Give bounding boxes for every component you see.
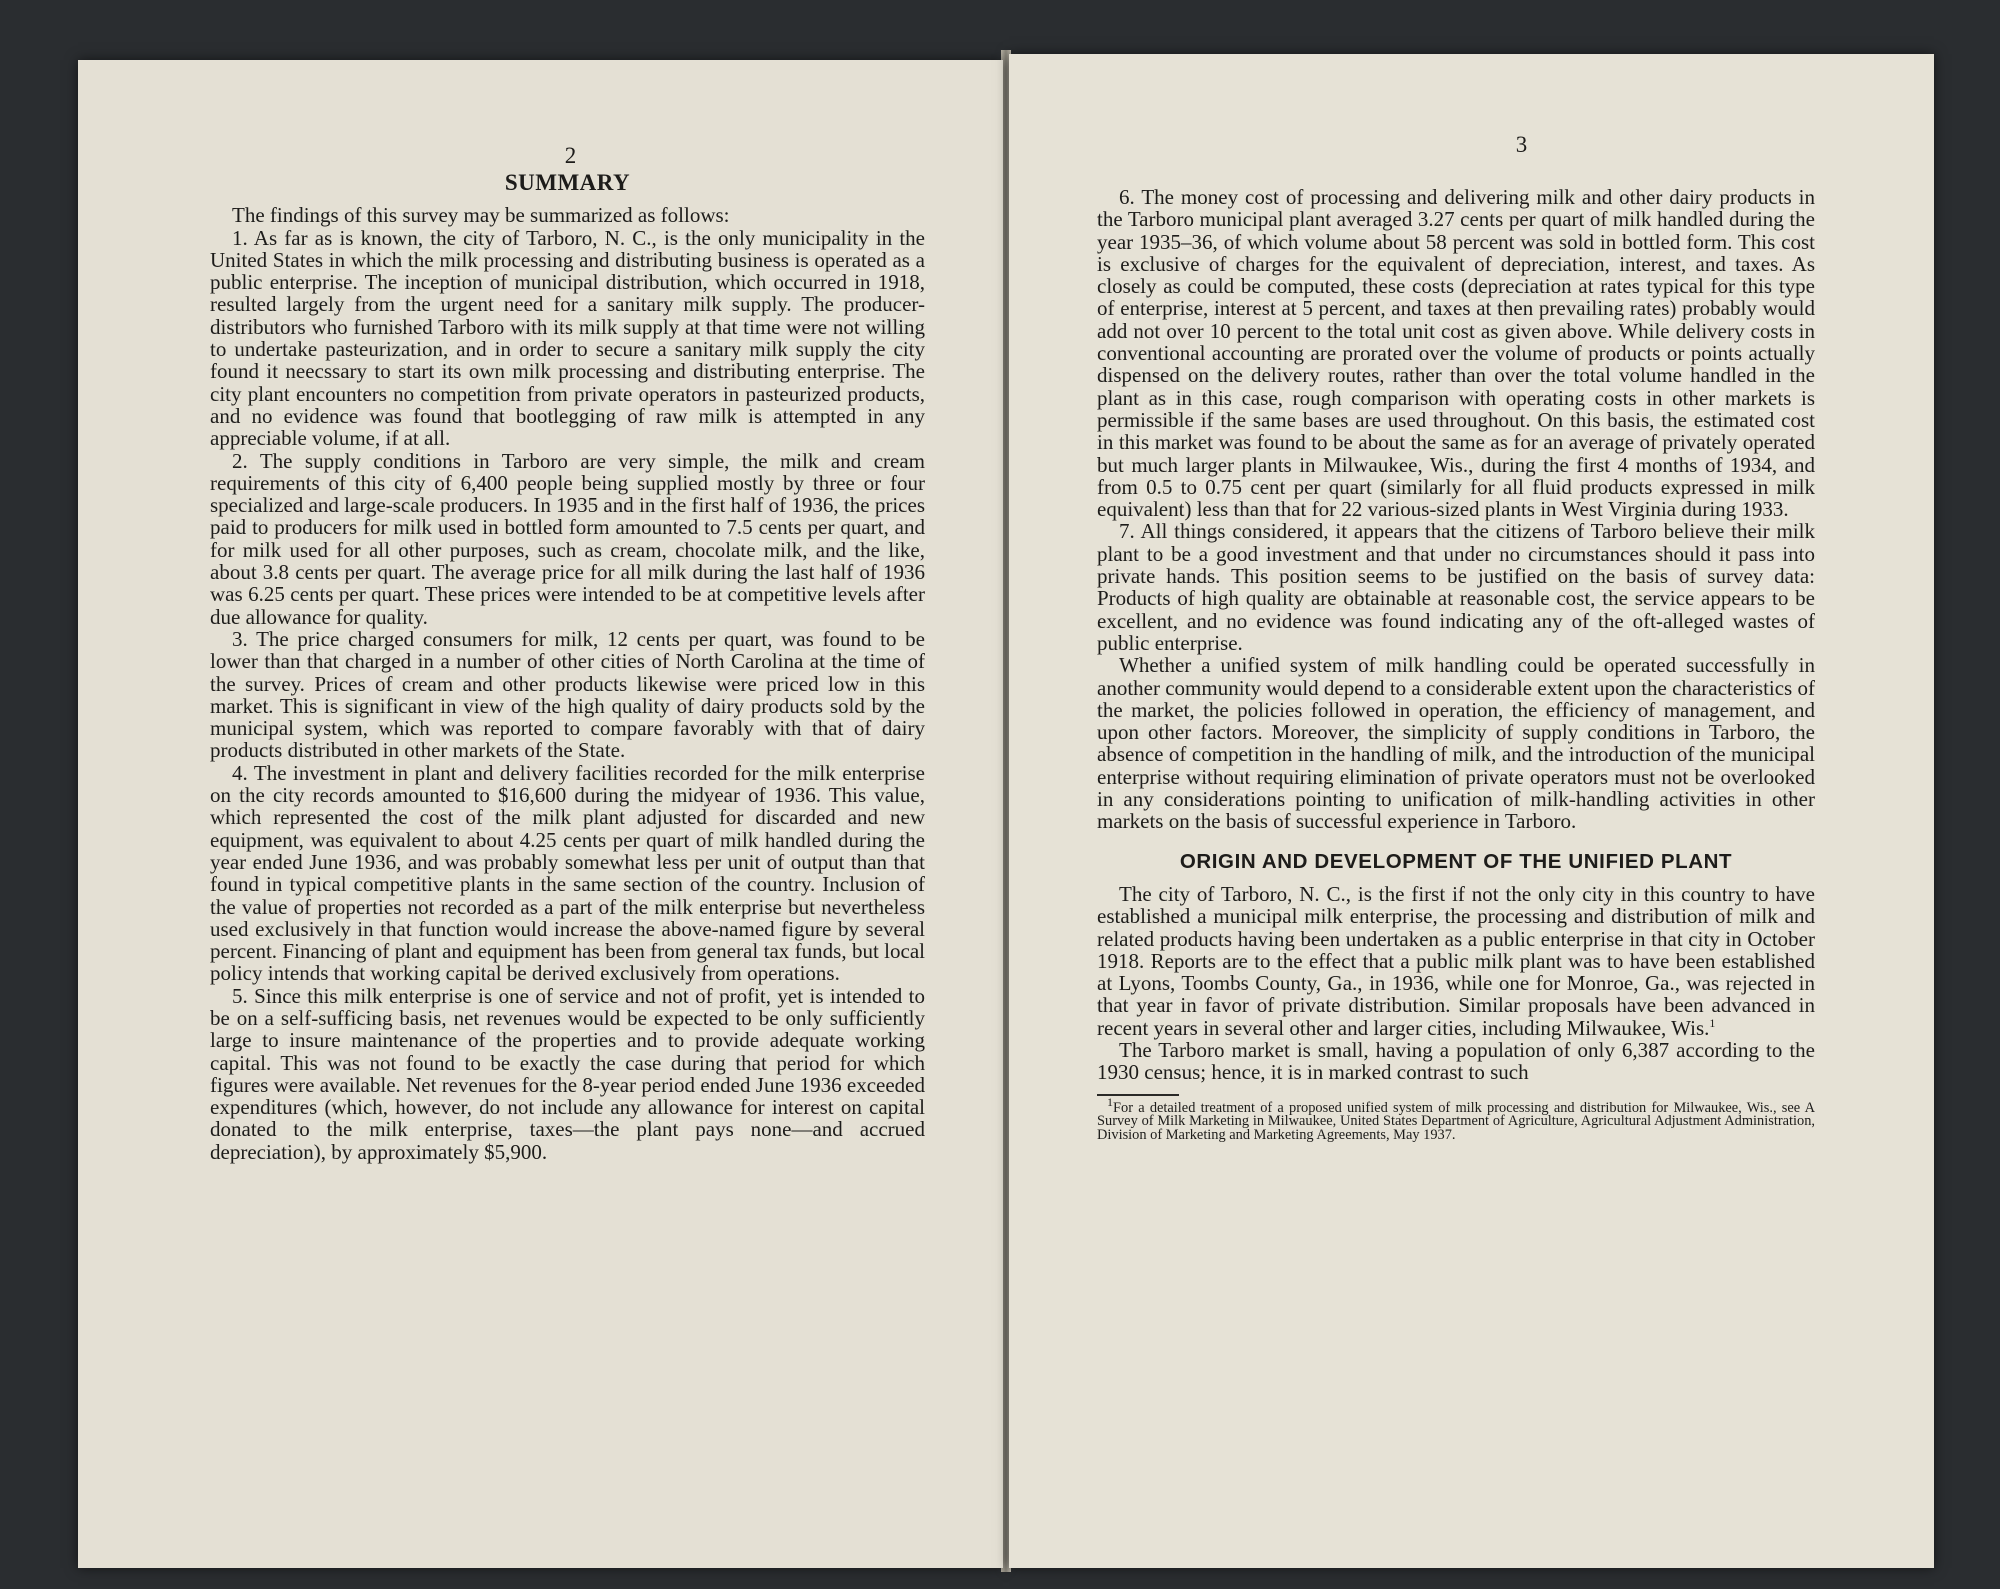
summary-point-6: 6. The money cost of processing and delivering milk and other dairy products in the Tarboro municipal plant averaged 3.27 cents per quart of milk handled during the year 1935–36, of which volume about 58 percent was sold in bottled form. This cost is exclusive of charges for the equivalent of depreciation, interest, and taxes. As closely as could be computed, these costs (depreciation at rates typical for this type of enterprise, interest at 5 percent, and taxes at then prevailing rates) probably would add not over 10 percent to the total unit cost as given above. While delivery costs in conventional accounting are prorated over the volume of products or points actually dispensed on the delivery routes, rather than over the total volume handled in the plant as in this case, rough comparison with operating costs in other markets is permissible if the same bases are used throughout. On this basis, the estimated cost in this market was found to be about the same as for an average of privately operated but much larger plants in Milwaukee, Wis., during the first 4 months of 1934, and from 0.5 to 0.75 cent per quart (similarly for all fluid products expressed in milk equivalent) less than that for 22 various-sized plants in West Virginia during 1933. [1097, 185, 1815, 522]
summary-point-4: 4. The investment in plant and delivery facilities recorded for the milk enterprise on the city records amounted to $16,600 during the midyear of 1936. This value, which represented the cost of the milk plant adjusted for discarded and new equipment, was equivalent to about 4.25 cents per quart of milk handled during the year ended June 1936, and was probably somewhat less per unit of output than that found in typical competitive plants in the same section of the country. Inclusion of the value of properties not recorded as a part of the milk enterprise but nevertheless used exclusively in that function would increase the above-named figure by several percent. Financing of plant and equipment has been from general tax funds, but local policy intends that working capital be derived exclusively from operations. [210, 760, 925, 986]
summary-intro: The findings of this survey may be summarized as follows: [232, 203, 730, 228]
summary-point-2: 2. The supply conditions in Tarboro are very simple, the milk and cream requirements of this city of 6,400 people being supplied mostly by three or four specialized and large-scale producers. In 1935 and in the first half of 1936, the prices paid to producers for milk used in bottled form amounted to 7.5 cents per quart, and for milk used for all other purposes, such as cream, chocolate milk, and the like, about 3.8 cents per quart. The average price for all milk during the last half of 1936 was 6.25 cents per quart. These prices were intended to be at competitive levels after due allowance for quality. [210, 448, 925, 629]
right-text-column [1097, 186, 1815, 1142]
summary-point-5: 5. Since this milk enterprise is one of service and not of profit, yet is intended to be on a self-sufficing basis, net revenues would be expected to be only sufficiently large to insure maintenance of the properties and to provide adequate working capital. This was not found to be exactly the case during that period for which figures were available. Net revenues for the 8-year period ended June 1936 exceeded expenditures (which, however, do not include any allowance for interest on capital donated to the milk enterprise, taxes—the plant pays none—and accrued depreciation), by approximately $5,900. [210, 983, 925, 1164]
origin-paragraph-1 [1097, 883, 1815, 1039]
left-text-column [210, 172, 925, 1163]
page-number-left: 2 [564, 143, 577, 168]
unified-system-paragraph: Whether a unified system of milk handling could be operated successfully in another community would depend to a considerable extent upon the characteristics of the market, the policies followed in operation, the efficiency of management, and upon other factors. Moreover, the simplicity of supply conditions in Tarboro, the absence of competition in the handling of milk, and the introduction of the municipal enterprise without requiring elimination of private operators must not be overlooked in any considerations pointing to unification of milk-handling activities in other markets on the basis of successful experience in Tarboro. [1097, 653, 1815, 834]
origin-paragraph-1-text: The city of Tarboro, N. C., is the first if not the only city in this country to have established a municipal milk enterprise, the processing and distribution of milk and related products having been undertaken as a public enterprise in that city in October 1918. Reports are to the effect that a public milk plant was to have been established at Lyons, Toombs County, Ga., in 1936, while one for Monroe, Ga., was rejected in that year in favor of private distribution. Similar proposals have been advanced in recent years in several other and larger cities, including Milwaukee, Wis. [1097, 881, 1815, 1040]
footnote-marker: 1 [1107, 1094, 1113, 1109]
left-page [78, 60, 1003, 1568]
right-page [1009, 54, 1934, 1568]
footnote [1097, 1094, 1815, 1143]
page-number-right: 3 [1515, 132, 1528, 157]
origin-paragraph-2: The Tarboro market is small, having a population of only 6,387 according to the 1930 census; hence, it is in marked contrast to such [1097, 1037, 1815, 1085]
footnote-reference: 1 [1709, 1015, 1716, 1030]
footnote-text: For a detailed treatment of a proposed unified system of milk processing and distribution for Milwaukee, Wis., see A Survey of Milk Marketing in Milwaukee, United States Department of Agriculture, Agricultural Adjustment Administration, Division of Marketing and Marketing Agreements, May 1937. [1097, 1099, 1815, 1143]
summary-point-7: 7. All things considered, it appears that the citizens of Tarboro believe their milk plant to be a good investment and that under no circumstances should it pass into private hands. This position seems to be justified on the basis of survey data: Products of high quality are obtainable at reasonable cost, the service appears to be excellent, and no evidence was found indicating any of the oft-alleged wastes of public enterprise. [1097, 519, 1815, 655]
origin-section-heading: ORIGIN AND DEVELOPMENT OF THE UNIFIED PLANT [1179, 849, 1733, 873]
summary-point-3: 3. The price charged consumers for milk, 12 cents per quart, was found to be lower than that charged in a number of other cities of North Carolina at the time of the survey. Prices of cream and other products likewise were priced low in this market. This is significant in view of the high quality of dairy products sold by the municipal system, which was reported to compare favorably with that of dairy products distributed in other markets of the State. [210, 626, 925, 763]
summary-point-1: 1. As far as is known, the city of Tarboro, N. C., is the only municipality in the United States in which the milk processing and distributing business is operated as a public enterprise. The inception of municipal distribution, which occurred in 1918, resulted largely from the urgent need for a sanitary milk supply. The producer-distributors who furnished Tarboro with its milk supply at that time were not willing to undertake pasteurization, and in order to secure a sanitary milk supply the city found it neecssary to start its own milk processing and distributing enterprise. The city plant encounters no competition from private operators in pasteurized products, and no evidence was found that bootlegging of raw milk is attempted in any appreciable volume, if at all. [210, 225, 925, 451]
summary-heading: SUMMARY [504, 170, 631, 195]
